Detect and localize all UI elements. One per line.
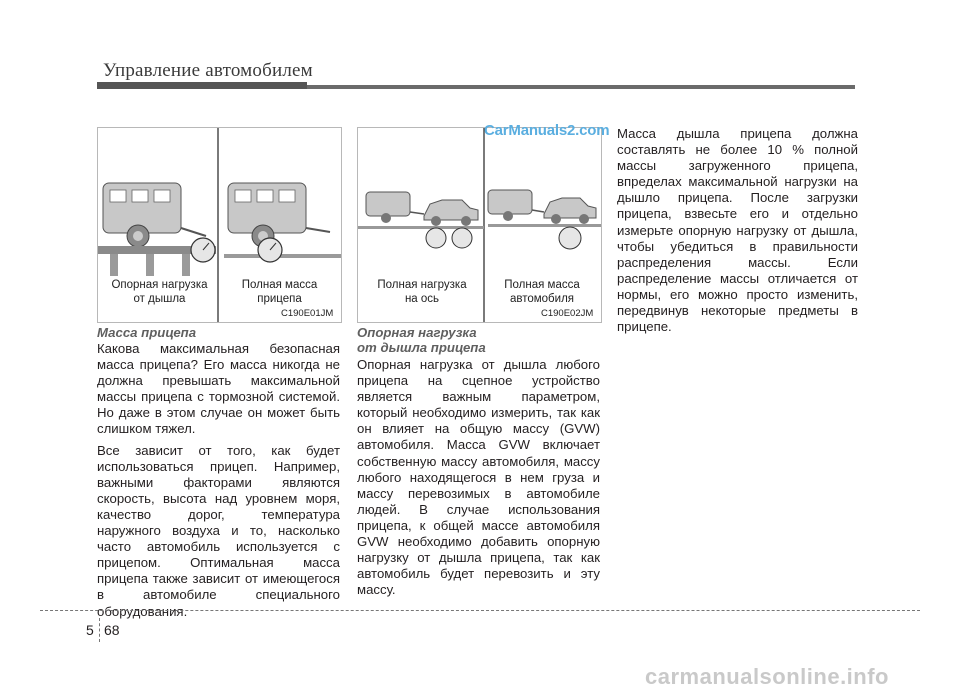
header-accent-bar xyxy=(97,82,307,89)
site-watermark: carmanualsonline.info xyxy=(645,664,889,689)
col1-paragraph-1: Какова максимальная безопасная масса прицепа? Его масса никогда не должна превышать максимальной массы прицепа с тормозной системой. Но даже в этом случае он может быть слишком тяжел. xyxy=(97,341,340,437)
figure-axle-weight xyxy=(357,127,602,323)
col2-heading-line2: от дышла прицепа xyxy=(357,340,486,355)
col2-body xyxy=(357,357,600,603)
col1-paragraph-2: Все зависит от того, как будет использоваться прицеп. Например, важными факторами являются скорость, высота над уровнем моря, качество дорог, температура наружного воздуха и то, насколько часто автомобиль используется с прицепом. Оптимальная масса прицепа также зависит от имеющегося в автомобиле специального оборудования. xyxy=(97,442,340,619)
col1-heading: Масса прицепа xyxy=(97,325,197,340)
col2-paragraph-1: Опорная нагрузка от дышла любого прицепа на сцепное устройство является важным параметром, который необходимо измерить, так как он влияет на общую массу (GVW) автомобиля. Масса GVW включает собственную массу автомобиля, массу любого находящегося в нем груза и массу перевозимых в автомобиле людей. В случае использования прицепа, к общей массе автомобиля GVW необходимо добавить опорную нагрузку от дышла прицепа, так как автомобиль будет перевозить и эту массу. xyxy=(357,357,600,598)
figure-trailer-weight xyxy=(97,127,342,323)
col1-body xyxy=(97,341,340,625)
chapter-number: 5 xyxy=(86,622,94,638)
section-title: Управление автомобилем xyxy=(103,60,313,81)
col2-heading-line1: Опорная нагрузка xyxy=(357,325,477,340)
figure2-code: C190E02JM xyxy=(541,308,594,319)
page-number-separator xyxy=(99,618,100,642)
col3-body xyxy=(617,126,858,340)
watermark-logo: CarManuals2.com xyxy=(484,122,610,139)
figure1-caption-right: Полная масса прицепа xyxy=(241,279,318,305)
figure1-code: C190E01JM xyxy=(281,308,334,319)
figure2-caption-left: Полная нагрузка на ось xyxy=(377,279,467,305)
figure1-caption-left: Опорная нагрузка от дышла xyxy=(111,279,208,305)
figure2-caption-right: Полная масса автомобиля xyxy=(504,279,580,305)
col3-paragraph-1: Масса дышла прицепа должна составлять не более 10 % полной массы загруженного прицепа, впределах максимальной нагрузки на дышло прицепа. После загрузки прицепа, взвесьте его и отдельно измерьте опорную нагрузку от дышла, чтобы убедиться в правильности распределения массы. Если распределение массы отличается от нормы, его можно просто изменить, передвинув некоторые предметы в прицепе. xyxy=(617,126,858,335)
page-number: 68 xyxy=(104,622,120,638)
footer-divider xyxy=(40,610,920,611)
